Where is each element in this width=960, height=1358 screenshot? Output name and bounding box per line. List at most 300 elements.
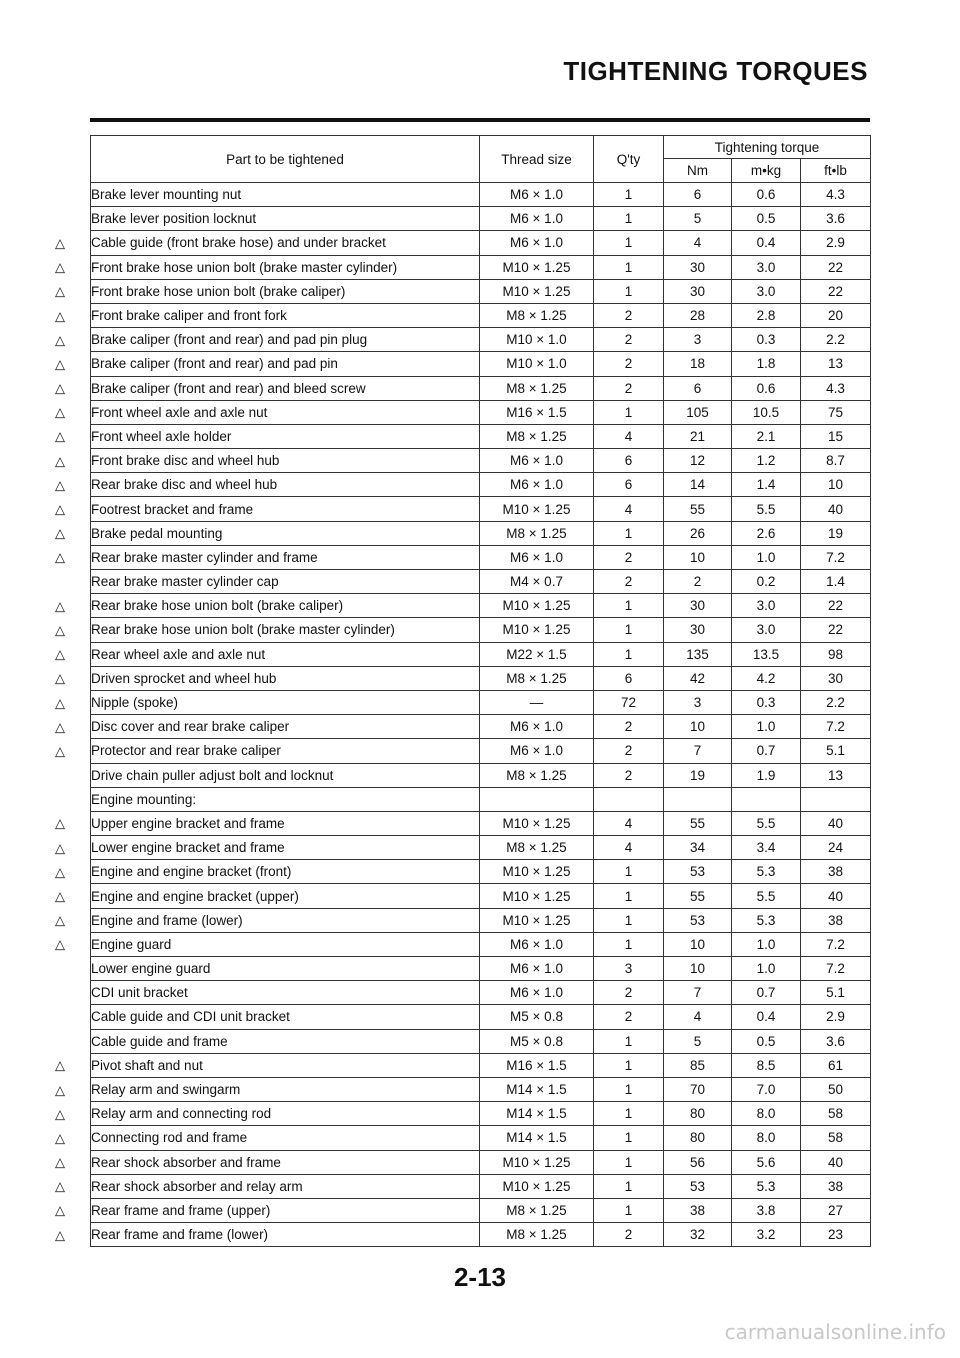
- torque-ftlb-cell: 50: [801, 1077, 871, 1101]
- triangle-mark-icon: △: [55, 235, 65, 251]
- table-row: [91, 207, 871, 231]
- quantity-cell: 1: [594, 183, 664, 207]
- thread-size-cell: M6 × 1.0: [480, 715, 594, 739]
- torque-nm-cell: 18: [664, 352, 732, 376]
- part-label: Brake lever mounting nut: [91, 187, 242, 203]
- torque-nm-cell: 3: [664, 328, 732, 352]
- quantity-cell: 1: [594, 1029, 664, 1053]
- triangle-mark-icon: △: [55, 501, 65, 517]
- quantity-cell: 2: [594, 303, 664, 327]
- part-label: Nipple (spoke): [91, 695, 179, 711]
- part-cell: [55, 739, 480, 763]
- table-row: [91, 1077, 871, 1101]
- table-row: [91, 836, 871, 860]
- triangle-mark-icon: △: [55, 380, 65, 396]
- part-label: Lower engine bracket and frame: [91, 840, 285, 856]
- quantity-cell: 1: [594, 400, 664, 424]
- thread-size-cell: M10 × 1.25: [480, 811, 594, 835]
- thread-size-cell: M10 × 1.25: [480, 255, 594, 279]
- header-ftlb: ft•lb: [801, 159, 871, 183]
- torque-nm-cell: 55: [664, 497, 732, 521]
- thread-size-cell: M6 × 1.0: [480, 207, 594, 231]
- table-row: [91, 183, 871, 207]
- triangle-mark-icon: △: [55, 1082, 65, 1098]
- torque-mkg-cell: 10.5: [732, 400, 801, 424]
- table-row: [91, 1102, 871, 1126]
- triangle-mark-icon: △: [55, 598, 65, 614]
- torque-mkg-cell: 2.6: [732, 521, 801, 545]
- part-label: Rear brake hose union bolt (brake master cylinder): [91, 622, 395, 638]
- triangle-mark-icon: △: [55, 1106, 65, 1122]
- part-cell: [55, 666, 480, 690]
- quantity-cell: 1: [594, 642, 664, 666]
- torque-nm-cell: 7: [664, 981, 732, 1005]
- thread-size-cell: M10 × 1.25: [480, 860, 594, 884]
- part-label: Rear brake hose union bolt (brake caliper): [91, 598, 344, 614]
- torque-mkg-cell: [732, 787, 801, 811]
- part-label: Rear frame and frame (upper): [91, 1202, 271, 1218]
- torque-ftlb-cell: 3.6: [801, 207, 871, 231]
- table-row: [91, 473, 871, 497]
- part-label: Cable guide (front brake hose) and under bracket: [91, 235, 386, 251]
- part-cell: [55, 303, 480, 327]
- torque-ftlb-cell: 4.3: [801, 376, 871, 400]
- quantity-cell: 1: [594, 207, 664, 231]
- quantity-cell: 2: [594, 763, 664, 787]
- part-cell: [55, 860, 480, 884]
- table-row: [91, 739, 871, 763]
- quantity-cell: 3: [594, 957, 664, 981]
- part-cell: [55, 908, 480, 932]
- triangle-mark-icon: △: [55, 1202, 65, 1218]
- thread-size-cell: M6 × 1.0: [480, 231, 594, 255]
- part-label: Front wheel axle and axle nut: [91, 404, 268, 420]
- torque-mkg-cell: 1.2: [732, 449, 801, 473]
- thread-size-cell: M8 × 1.25: [480, 763, 594, 787]
- table-row: [91, 860, 871, 884]
- thread-size-cell: M10 × 1.25: [480, 884, 594, 908]
- part-label: Rear brake master cylinder cap: [91, 574, 279, 590]
- part-label: Footrest bracket and frame: [91, 501, 254, 517]
- torque-mkg-cell: 0.6: [732, 183, 801, 207]
- quantity-cell: 4: [594, 497, 664, 521]
- torque-mkg-cell: 0.3: [732, 690, 801, 714]
- triangle-mark-icon: △: [55, 428, 65, 444]
- part-cell: [55, 376, 480, 400]
- part-cell: [91, 207, 480, 231]
- part-cell: [55, 1223, 480, 1247]
- table-row: [91, 1223, 871, 1247]
- thread-size-cell: M8 × 1.25: [480, 303, 594, 327]
- part-label: Rear shock absorber and relay arm: [91, 1178, 303, 1194]
- part-cell: [91, 957, 480, 981]
- table-row: [91, 497, 871, 521]
- table-row: [91, 1126, 871, 1150]
- table-row: [91, 618, 871, 642]
- torque-ftlb-cell: 22: [801, 618, 871, 642]
- part-cell: [91, 1005, 480, 1029]
- torque-nm-cell: 55: [664, 884, 732, 908]
- part-cell: [55, 400, 480, 424]
- triangle-mark-icon: △: [55, 1178, 65, 1194]
- thread-size-cell: M14 × 1.5: [480, 1102, 594, 1126]
- torque-ftlb-cell: 19: [801, 521, 871, 545]
- torque-ftlb-cell: 2.9: [801, 231, 871, 255]
- part-label: CDI unit bracket: [91, 985, 188, 1001]
- torque-nm-cell: 26: [664, 521, 732, 545]
- part-cell: [55, 497, 480, 521]
- torque-mkg-cell: 1.0: [732, 715, 801, 739]
- quantity-cell: 1: [594, 1174, 664, 1198]
- thread-size-cell: M16 × 1.5: [480, 1053, 594, 1077]
- torque-ftlb-cell: 98: [801, 642, 871, 666]
- thread-size-cell: M6 × 1.0: [480, 739, 594, 763]
- quantity-cell: 2: [594, 1223, 664, 1247]
- part-label: Pivot shaft and nut: [91, 1057, 203, 1073]
- triangle-mark-icon: △: [55, 356, 65, 372]
- part-label: Front brake caliper and front fork: [91, 308, 287, 324]
- part-label: Engine and frame (lower): [91, 912, 243, 928]
- torque-nm-cell: 53: [664, 860, 732, 884]
- page-title: TIGHTENING TORQUES: [563, 56, 868, 86]
- quantity-cell: 1: [594, 521, 664, 545]
- quantity-cell: 2: [594, 981, 664, 1005]
- part-label: Connecting rod and frame: [91, 1130, 248, 1146]
- triangle-mark-icon: △: [55, 936, 65, 952]
- part-label: Engine and engine bracket (front): [91, 864, 292, 880]
- quantity-cell: 1: [594, 231, 664, 255]
- torque-nm-cell: 4: [664, 1005, 732, 1029]
- triangle-mark-icon: △: [55, 646, 65, 662]
- part-label: Front brake hose union bolt (brake master cylinder): [91, 259, 398, 275]
- torque-mkg-cell: 7.0: [732, 1077, 801, 1101]
- part-cell: [55, 449, 480, 473]
- torque-nm-cell: 10: [664, 545, 732, 569]
- torque-mkg-cell: 4.2: [732, 666, 801, 690]
- torque-mkg-cell: 5.5: [732, 884, 801, 908]
- torque-mkg-cell: 3.8: [732, 1198, 801, 1222]
- part-label: Drive chain puller adjust bolt and locknut: [91, 767, 334, 783]
- part-cell: [55, 690, 480, 714]
- torque-ftlb-cell: 13: [801, 352, 871, 376]
- triangle-mark-icon: △: [55, 622, 65, 638]
- quantity-cell: 1: [594, 908, 664, 932]
- torque-mkg-cell: 0.2: [732, 570, 801, 594]
- part-cell: [91, 570, 480, 594]
- thread-size-cell: M6 × 1.0: [480, 957, 594, 981]
- torque-nm-cell: 30: [664, 618, 732, 642]
- part-cell: [55, 618, 480, 642]
- torque-mkg-cell: 1.0: [732, 545, 801, 569]
- thread-size-cell: M5 × 0.8: [480, 1029, 594, 1053]
- torque-nm-cell: 70: [664, 1077, 732, 1101]
- header-mkg: m•kg: [732, 159, 801, 183]
- table-row: [91, 545, 871, 569]
- torque-ftlb-cell: 30: [801, 666, 871, 690]
- torque-nm-cell: 53: [664, 908, 732, 932]
- quantity-cell: 6: [594, 473, 664, 497]
- thread-size-cell: M16 × 1.5: [480, 400, 594, 424]
- triangle-mark-icon: △: [55, 912, 65, 928]
- torque-ftlb-cell: 15: [801, 424, 871, 448]
- table-row: [91, 279, 871, 303]
- thread-size-cell: M8 × 1.25: [480, 1198, 594, 1222]
- quantity-cell: 1: [594, 618, 664, 642]
- quantity-cell: 1: [594, 1150, 664, 1174]
- torque-ftlb-cell: 13: [801, 763, 871, 787]
- part-cell: [55, 715, 480, 739]
- part-cell: [55, 1053, 480, 1077]
- torque-ftlb-cell: 22: [801, 594, 871, 618]
- triangle-mark-icon: △: [55, 864, 65, 880]
- table-row: [91, 1053, 871, 1077]
- torque-mkg-cell: 1.0: [732, 957, 801, 981]
- part-cell: [55, 594, 480, 618]
- part-cell: [91, 981, 480, 1005]
- triangle-mark-icon: △: [55, 743, 65, 759]
- torque-nm-cell: 135: [664, 642, 732, 666]
- part-label: Cable guide and frame: [91, 1033, 228, 1049]
- triangle-mark-icon: △: [55, 453, 65, 469]
- part-label: Upper engine bracket and frame: [91, 815, 285, 831]
- torque-nm-cell: 10: [664, 715, 732, 739]
- title-divider: [90, 118, 870, 122]
- part-cell: [55, 1126, 480, 1150]
- torque-nm-cell: 5: [664, 207, 732, 231]
- torque-mkg-cell: 0.5: [732, 1029, 801, 1053]
- torque-ftlb-cell: 38: [801, 860, 871, 884]
- quantity-cell: 1: [594, 255, 664, 279]
- quantity-cell: 1: [594, 1077, 664, 1101]
- torque-mkg-cell: 0.5: [732, 207, 801, 231]
- torque-nm-cell: 55: [664, 811, 732, 835]
- thread-size-cell: M6 × 1.0: [480, 545, 594, 569]
- torque-ftlb-cell: 2.2: [801, 328, 871, 352]
- torque-ftlb-cell: 20: [801, 303, 871, 327]
- quantity-cell: 1: [594, 1126, 664, 1150]
- torque-ftlb-cell: 22: [801, 279, 871, 303]
- table-row: [91, 957, 871, 981]
- torque-mkg-cell: 0.7: [732, 981, 801, 1005]
- table-row: [91, 594, 871, 618]
- quantity-cell: 2: [594, 570, 664, 594]
- header-nm: Nm: [664, 159, 732, 183]
- torque-ftlb-cell: 5.1: [801, 981, 871, 1005]
- torque-mkg-cell: 5.6: [732, 1150, 801, 1174]
- table-row: [91, 376, 871, 400]
- table-row: [91, 400, 871, 424]
- table-row: [91, 1150, 871, 1174]
- torque-ftlb-cell: 27: [801, 1198, 871, 1222]
- torque-ftlb-cell: 5.1: [801, 739, 871, 763]
- part-cell: [55, 1150, 480, 1174]
- quantity-cell: 2: [594, 1005, 664, 1029]
- thread-size-cell: M10 × 1.25: [480, 1150, 594, 1174]
- table-row: [91, 1198, 871, 1222]
- torque-mkg-cell: 2.1: [732, 424, 801, 448]
- torque-nm-cell: [664, 787, 732, 811]
- torque-ftlb-cell: 40: [801, 497, 871, 521]
- part-label: Front brake disc and wheel hub: [91, 453, 280, 469]
- part-cell: [91, 183, 480, 207]
- torque-nm-cell: 105: [664, 400, 732, 424]
- torque-nm-cell: 28: [664, 303, 732, 327]
- torque-mkg-cell: 13.5: [732, 642, 801, 666]
- thread-size-cell: M6 × 1.0: [480, 183, 594, 207]
- quantity-cell: 6: [594, 449, 664, 473]
- table-row: [91, 690, 871, 714]
- part-label: Rear wheel axle and axle nut: [91, 646, 266, 662]
- quantity-cell: 1: [594, 1053, 664, 1077]
- torque-ftlb-cell: 1.4: [801, 570, 871, 594]
- torque-table: [55, 135, 871, 1247]
- table-row: [91, 666, 871, 690]
- thread-size-cell: M10 × 1.25: [480, 618, 594, 642]
- quantity-cell: 1: [594, 1102, 664, 1126]
- thread-size-cell: M8 × 1.25: [480, 376, 594, 400]
- torque-nm-cell: 7: [664, 739, 732, 763]
- quantity-cell: 1: [594, 860, 664, 884]
- part-label: Brake caliper (front and rear) and pad pin: [91, 356, 338, 372]
- part-label: Driven sprocket and wheel hub: [91, 670, 277, 686]
- part-cell: [55, 424, 480, 448]
- thread-size-cell: M6 × 1.0: [480, 932, 594, 956]
- part-label: Relay arm and connecting rod: [91, 1106, 272, 1122]
- quantity-cell: 1: [594, 1198, 664, 1222]
- torque-mkg-cell: 8.5: [732, 1053, 801, 1077]
- torque-ftlb-cell: 2.2: [801, 690, 871, 714]
- part-label: Engine guard: [91, 936, 172, 952]
- torque-mkg-cell: 0.4: [732, 1005, 801, 1029]
- torque-nm-cell: 53: [664, 1174, 732, 1198]
- torque-mkg-cell: 3.4: [732, 836, 801, 860]
- thread-size-cell: [480, 787, 594, 811]
- table-row: [91, 352, 871, 376]
- part-label: Brake caliper (front and rear) and pad pin plug: [91, 332, 368, 348]
- header-part: Part to be tightened: [91, 136, 480, 183]
- table-row: [91, 884, 871, 908]
- torque-ftlb-cell: 40: [801, 1150, 871, 1174]
- torque-mkg-cell: 0.7: [732, 739, 801, 763]
- quantity-cell: 2: [594, 352, 664, 376]
- quantity-cell: 1: [594, 884, 664, 908]
- part-label: Engine mounting:: [91, 791, 197, 807]
- quantity-cell: 1: [594, 932, 664, 956]
- part-cell: [55, 884, 480, 908]
- thread-size-cell: M8 × 1.25: [480, 521, 594, 545]
- table-row: [91, 1029, 871, 1053]
- thread-size-cell: M14 × 1.5: [480, 1077, 594, 1101]
- torque-nm-cell: 56: [664, 1150, 732, 1174]
- part-label: Front wheel axle holder: [91, 428, 232, 444]
- torque-ftlb-cell: 75: [801, 400, 871, 424]
- thread-size-cell: M8 × 1.25: [480, 1223, 594, 1247]
- part-label: Rear frame and frame (lower): [91, 1227, 269, 1243]
- torque-ftlb-cell: 24: [801, 836, 871, 860]
- torque-ftlb-cell: 38: [801, 1174, 871, 1198]
- torque-nm-cell: 19: [664, 763, 732, 787]
- quantity-cell: 6: [594, 666, 664, 690]
- table-row: [91, 787, 871, 811]
- torque-mkg-cell: 0.3: [732, 328, 801, 352]
- part-label: Brake caliper (front and rear) and bleed screw: [91, 380, 366, 396]
- torque-ftlb-cell: 40: [801, 811, 871, 835]
- page-number: 2-13: [453, 1262, 507, 1292]
- torque-nm-cell: 5: [664, 1029, 732, 1053]
- table-row: [91, 424, 871, 448]
- torque-mkg-cell: 5.5: [732, 497, 801, 521]
- torque-nm-cell: 32: [664, 1223, 732, 1247]
- part-cell: [55, 1102, 480, 1126]
- torque-nm-cell: 6: [664, 376, 732, 400]
- table-row: [91, 908, 871, 932]
- part-label: Cable guide and CDI unit bracket: [91, 1009, 290, 1025]
- quantity-cell: 4: [594, 424, 664, 448]
- watermark: carmanualsonline.info: [724, 1320, 946, 1344]
- torque-nm-cell: 38: [664, 1198, 732, 1222]
- torque-ftlb-cell: 8.7: [801, 449, 871, 473]
- part-cell: [55, 1198, 480, 1222]
- triangle-mark-icon: △: [55, 332, 65, 348]
- triangle-mark-icon: △: [55, 1154, 65, 1170]
- torque-mkg-cell: 5.3: [732, 860, 801, 884]
- thread-size-cell: M4 × 0.7: [480, 570, 594, 594]
- part-cell: [55, 932, 480, 956]
- torque-mkg-cell: 1.9: [732, 763, 801, 787]
- quantity-cell: 2: [594, 715, 664, 739]
- thread-size-cell: —: [480, 690, 594, 714]
- part-cell: [55, 328, 480, 352]
- table-row: [91, 642, 871, 666]
- torque-mkg-cell: 3.0: [732, 618, 801, 642]
- triangle-mark-icon: △: [55, 283, 65, 299]
- torque-ftlb-cell: 10: [801, 473, 871, 497]
- part-cell: [55, 255, 480, 279]
- triangle-mark-icon: △: [55, 404, 65, 420]
- part-cell: [55, 1077, 480, 1101]
- quantity-cell: 2: [594, 739, 664, 763]
- triangle-mark-icon: △: [55, 1057, 65, 1073]
- part-label: Front brake hose union bolt (brake caliper): [91, 283, 346, 299]
- torque-ftlb-cell: 7.2: [801, 957, 871, 981]
- table-row: [91, 449, 871, 473]
- torque-nm-cell: 30: [664, 594, 732, 618]
- torque-nm-cell: 80: [664, 1126, 732, 1150]
- torque-nm-cell: 10: [664, 957, 732, 981]
- torque-ftlb-cell: 40: [801, 884, 871, 908]
- thread-size-cell: M10 × 1.25: [480, 594, 594, 618]
- part-cell: [55, 231, 480, 255]
- thread-size-cell: M22 × 1.5: [480, 642, 594, 666]
- quantity-cell: 2: [594, 545, 664, 569]
- thread-size-cell: M10 × 1.25: [480, 908, 594, 932]
- thread-size-cell: M8 × 1.25: [480, 424, 594, 448]
- part-cell: [55, 352, 480, 376]
- part-label: Brake lever position locknut: [91, 211, 257, 227]
- torque-table-body: [55, 183, 871, 1247]
- triangle-mark-icon: △: [55, 1227, 65, 1243]
- thread-size-cell: M10 × 1.25: [480, 1174, 594, 1198]
- thread-size-cell: M8 × 1.25: [480, 666, 594, 690]
- table-row: [91, 255, 871, 279]
- torque-mkg-cell: 0.4: [732, 231, 801, 255]
- quantity-cell: 2: [594, 328, 664, 352]
- triangle-mark-icon: △: [55, 525, 65, 541]
- header-quantity: Q'ty: [594, 136, 664, 183]
- triangle-mark-icon: △: [55, 308, 65, 324]
- header-tightening-torque: Tightening torque: [664, 136, 871, 159]
- torque-mkg-cell: 1.0: [732, 932, 801, 956]
